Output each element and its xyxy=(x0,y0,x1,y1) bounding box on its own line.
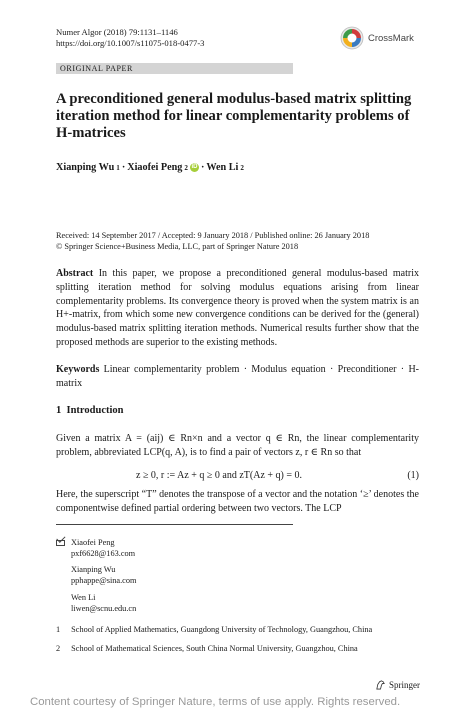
author-name[interactable]: Xiaofei Peng xyxy=(127,162,183,173)
journal-line: Numer Algor (2018) 79:1131–1146 xyxy=(56,27,178,37)
keywords-text: Linear complementarity problem · Modulus equation · Preconditioner · H-matrix xyxy=(56,364,419,389)
author-name[interactable]: Xianping Wu xyxy=(56,162,115,173)
section-title: Introduction xyxy=(66,405,124,416)
affiliation xyxy=(56,644,358,653)
crossmark-label: CrossMark xyxy=(368,32,414,44)
author-affil: 2 xyxy=(184,163,188,172)
contact-entry xyxy=(71,564,136,586)
doi-link[interactable]: https://doi.org/10.1007/s11075-018-0477-3 xyxy=(56,38,205,48)
footnote-divider xyxy=(56,524,293,525)
article-type-banner: ORIGINAL PAPER xyxy=(56,63,293,74)
author-affil: 2 xyxy=(240,163,244,172)
author-separator: · xyxy=(200,162,205,173)
courtesy-notice: Content courtesy of Springer Nature, terms of use apply. Rights reserved. xyxy=(30,696,401,708)
equation-body: z ≥ 0, r := Az + q ≥ 0 and zT(Az + q) = 0. xyxy=(136,470,302,481)
copyright-line: © Springer Science+Business Media, LLC, part of Springer Nature 2018 xyxy=(56,242,299,251)
affiliation-text: School of Applied Mathematics, Guangdong University of Technology, Guangzhou, China xyxy=(71,625,373,634)
affiliation-text: School of Mathematical Sciences, South China Normal University, Guangzhou, China xyxy=(71,644,358,653)
contact-email[interactable]: liwen@scnu.edu.cn xyxy=(71,604,137,613)
section-number: 1 xyxy=(56,405,62,416)
intro-paragraph-2: Here, the superscript “T” denotes the transpose of a vector and the notation ‘≥’ denotes the componentwise defined partial ordering between two vectors. The LCP xyxy=(56,489,419,514)
abstract-text: In this paper, we propose a preconditioned general modulus-based matrix splitting iteration method for solving modulus equations arising from linear complementarity problems. Its convergence theory is proved when the system matrix is an H+-matrix, from which some new convergence conditions can be derived for the (general) modulus-based matrix splitting iteration methods. Numerical results further show that the proposed methods are superior to the existing methods. xyxy=(56,268,420,348)
keywords-label: Keywords xyxy=(56,364,100,375)
author-name[interactable]: Wen Li xyxy=(206,162,239,173)
affiliation xyxy=(56,625,372,634)
contact-entry xyxy=(71,592,136,614)
journal-citation xyxy=(56,27,204,49)
contact-name: Wen Li xyxy=(71,593,96,602)
author-affil: 1 xyxy=(116,163,120,172)
equation-number: (1) xyxy=(407,470,419,481)
springer-horse-icon xyxy=(375,679,386,690)
author-separator: · xyxy=(121,162,126,173)
envelope-icon xyxy=(56,540,65,546)
orcid-icon[interactable]: iD xyxy=(191,164,198,170)
contact-name: Xiaofei Peng xyxy=(71,538,115,547)
abstract-label: Abstract xyxy=(56,268,94,279)
publication-dates xyxy=(56,230,369,252)
abstract xyxy=(56,267,419,350)
affiliation-number: 1 xyxy=(56,625,61,634)
contact-name: Xianping Wu xyxy=(71,565,116,574)
contact-entry xyxy=(71,537,135,559)
author-list xyxy=(56,162,244,173)
publisher-name: Springer xyxy=(389,679,420,690)
history-line: Received: 14 September 2017 / Accepted: 9 January 2018 / Published online: 26 January 2018 xyxy=(56,231,370,240)
affiliation-number: 2 xyxy=(56,644,61,653)
contact-email[interactable]: pphappe@sina.com xyxy=(71,576,137,585)
publisher-logo xyxy=(375,679,420,690)
section-heading xyxy=(56,405,124,416)
crossmark-badge[interactable] xyxy=(340,26,414,50)
contact-email[interactable]: pxf6628@163.com xyxy=(71,549,136,558)
crossmark-icon xyxy=(340,26,364,50)
keywords xyxy=(56,363,419,391)
intro-paragraph-1: Given a matrix A = (aij) ∈ Rn×n and a vector q ∈ Rn, the linear complementarity problem, abbreviated LCP(q, A), is to find a pair of vectors z, r ∈ Rn so that xyxy=(56,433,419,458)
paper-title: A preconditioned general modulus-based matrix splitting iteration method for linear complementarity problems of H-matrices xyxy=(56,91,412,141)
